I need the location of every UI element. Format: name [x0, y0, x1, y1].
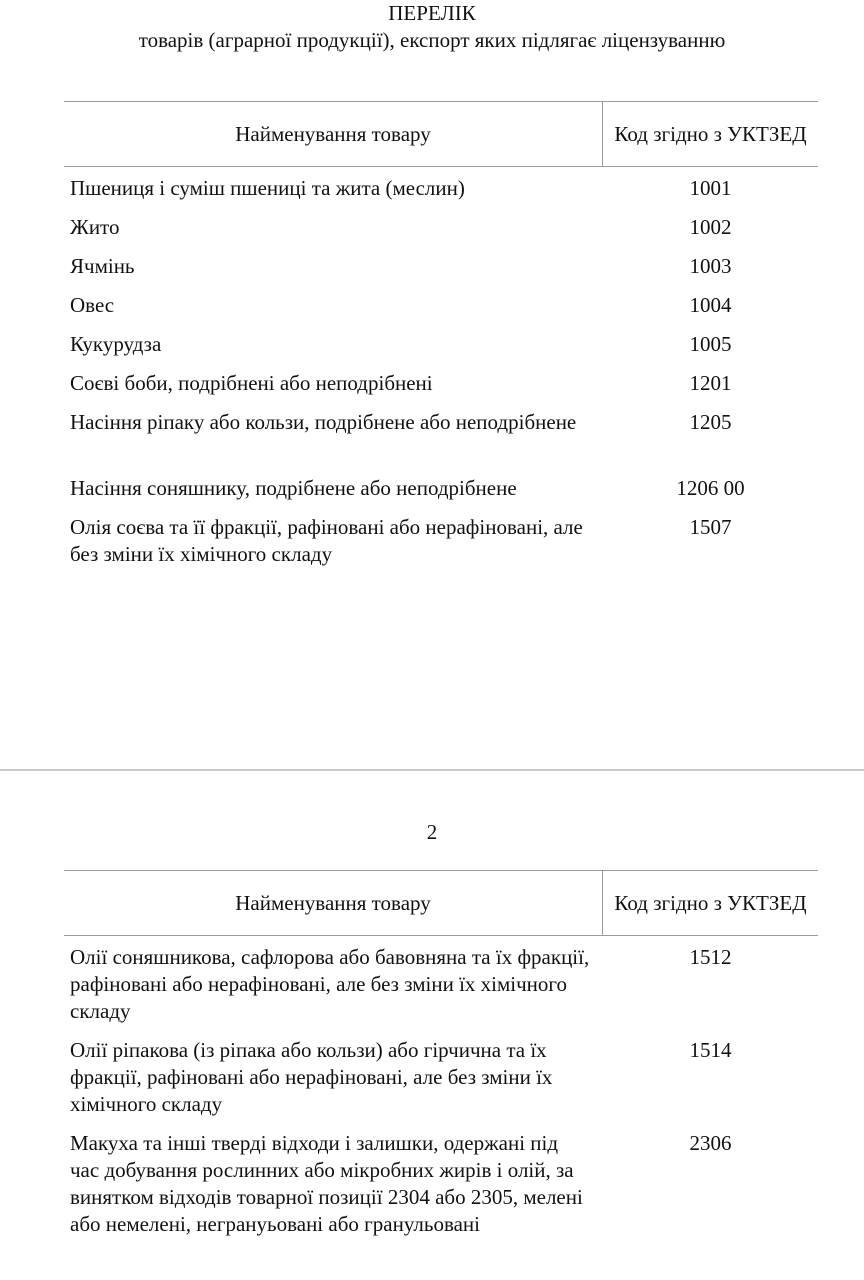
table-row [64, 214, 818, 253]
row-code: 1001 [689, 176, 732, 200]
row-code: 1005 [689, 332, 732, 356]
table-row [64, 253, 818, 292]
table-row [64, 1130, 818, 1270]
row-code: 1205 [689, 410, 732, 434]
row-name: Кукурудза [70, 332, 162, 356]
row-code: 1507 [689, 515, 732, 539]
document-title-block [0, 0, 864, 54]
document-title: ПЕРЕЛІК [388, 1, 476, 25]
header-code: Код згідно з УКТЗЕД [614, 121, 807, 146]
table-row [64, 1037, 818, 1130]
row-name: Насіння соняшнику, подрібнене або неподрібнене [70, 476, 517, 500]
row-code: 1206 00 [676, 476, 745, 500]
goods-table-page-2 [64, 870, 818, 1270]
row-code: 1512 [689, 945, 732, 969]
row-code: 1201 [689, 371, 732, 395]
row-code: 1002 [689, 215, 732, 239]
row-code: 2306 [689, 1131, 732, 1155]
row-code: 1004 [689, 293, 732, 317]
row-name: Жито [70, 215, 120, 239]
header-name: Найменування товару [235, 890, 431, 915]
header-name: Найменування товару [235, 121, 431, 146]
table-row [64, 370, 818, 409]
header-code: Код згідно з УКТЗЕД [614, 890, 807, 915]
table-header [64, 101, 818, 167]
row-name: Пшениця і суміш пшениці та жита (меслин) [70, 176, 465, 200]
table-row [64, 175, 818, 214]
page-number: 2 [426, 820, 438, 844]
row-name: Соєві боби, подрібнені або неподрібнені [70, 371, 433, 395]
row-name: Овес [70, 293, 115, 317]
row-name: Олія соєва та її фракції, рафіновані або нерафіновані, але без зміни їх хімічного складу [70, 515, 583, 566]
table-header [64, 870, 818, 936]
row-name: Олії ріпакова (із ріпака або кользи) або гірчична та їх фракції, рафіновані або нерафіновані, але без зміни їх хімічного складу [70, 1038, 553, 1116]
table-row [64, 409, 818, 475]
row-name: Ячмінь [70, 254, 135, 278]
page-break-divider [0, 769, 864, 771]
row-name: Насіння ріпаку або кользи, подрібнене або неподрібнене [70, 410, 577, 434]
row-code: 1003 [689, 254, 732, 278]
table-row [64, 331, 818, 370]
table-row [64, 514, 818, 580]
goods-table-page-1 [64, 101, 818, 580]
document-subtitle: товарів (аграрної продукції), експорт яких підлягає ліцензуванню [138, 28, 726, 52]
row-code: 1514 [689, 1038, 732, 1062]
table-row [64, 944, 818, 1037]
row-name: Макуха та інші тверді відходи і залишки, одержані під час добування рослинних або мікробних жирів і олій, за винятком відходів товарної позиції 2304 або 2305, мелені або немелені, негрануьовані або гранульовані [70, 1131, 583, 1236]
table-row [64, 475, 818, 514]
table-row [64, 292, 818, 331]
row-name: Олії соняшникова, сафлорова або бавовняна та їх фракції, рафіновані або нерафіновані, але без зміни їх хімічного складу [70, 945, 590, 1023]
